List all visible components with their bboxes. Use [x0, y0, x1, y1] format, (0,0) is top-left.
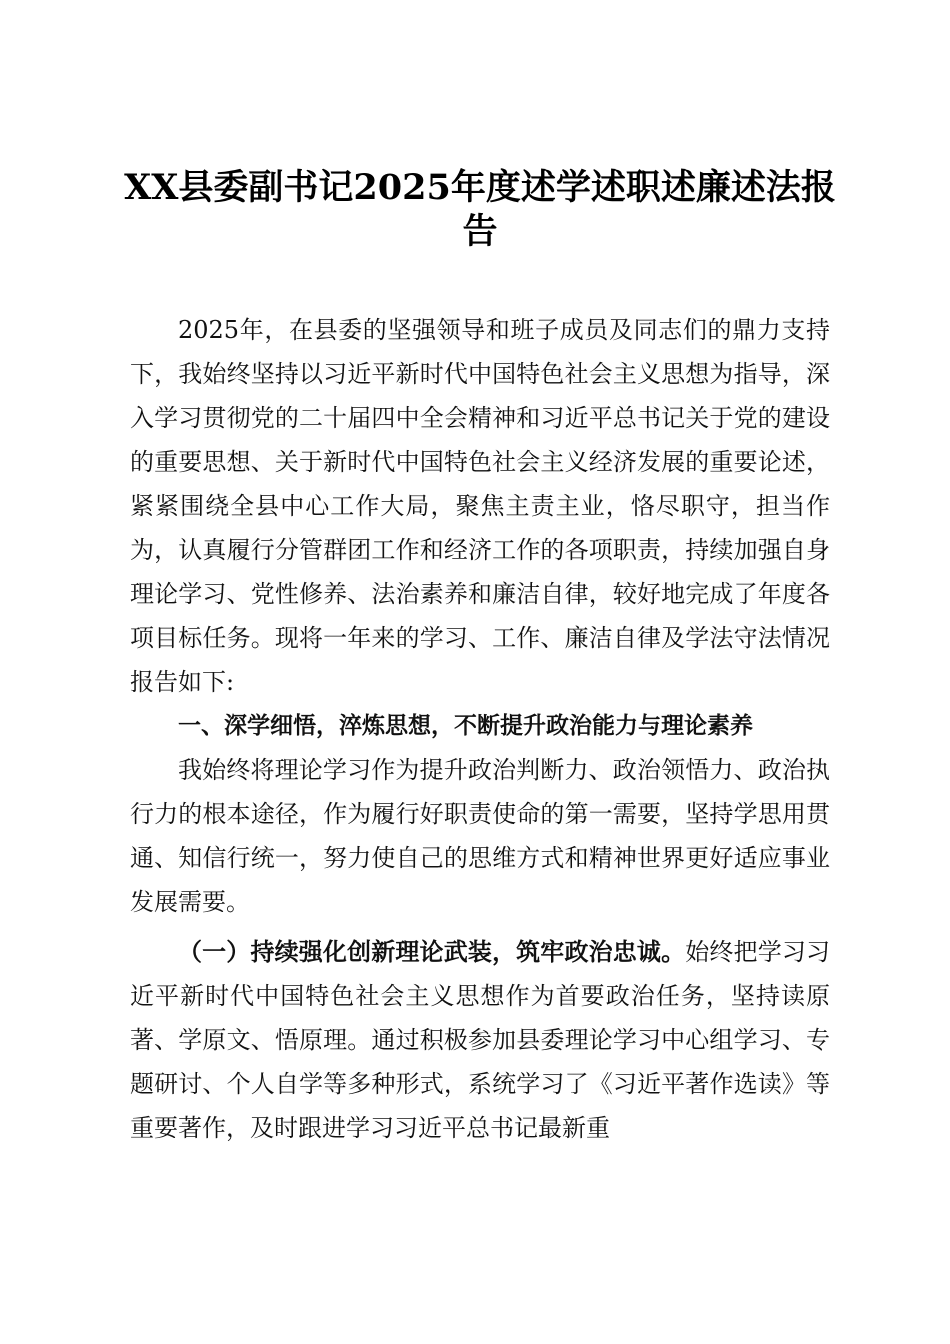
section-1-heading: 一、深学细悟，淬炼思想，不断提升政治能力与理论素养	[178, 713, 753, 739]
intro-paragraph: 2025年，在县委的坚强领导和班子成员及同志们的鼎力支持下，我始终坚持以习近平新时代中国特色社会主义思想为指导，深入学习贯彻党的二十届四中全会精神和习近平总书记关于党的建设的重要思想、关于新时代中国特色社会主义经济发展的重要论述，紧紧围绕全县中心工作大局，聚焦主责主业，恪尽职守，担当作为，认真履行分管群团工作和经济工作的各项职责，持续加强自身理论学习、党性修养、法治素养和廉洁自律，较好地完成了年度各项目标任务。现将一年来的学习、工作、廉洁自律及学法守法情况报告如下:	[130, 316, 830, 696]
subsection-1-lead: （一）持续强化创新理论武装，筑牢政治忠诚。	[178, 937, 686, 966]
section-1-paragraph: 我始终将理论学习作为提升政治判断力、政治领悟力、政治执行力的根本途径，作为履行好职责使命的第一需要，坚持学思用贯通、知信行统一，努力使自己的思维方式和精神世界更好适应事业发展需要。	[130, 756, 830, 916]
document-title: XX县委副书记2025年度述学述职述廉述法报告	[124, 167, 836, 252]
subsection-1-paragraph	[130, 930, 830, 1150]
document-body	[130, 308, 830, 1150]
subsection-1-text: 始终把学习习近平新时代中国特色社会主义思想作为首要政治任务，坚持读原著、学原文、悟原理。通过积极参加县委理论学习中心组学习、专题研讨、个人自学等多种形式，系统学习了《习近平著作选读》等重要著作，及时跟进学习习近平总书记最新重	[130, 938, 831, 1142]
